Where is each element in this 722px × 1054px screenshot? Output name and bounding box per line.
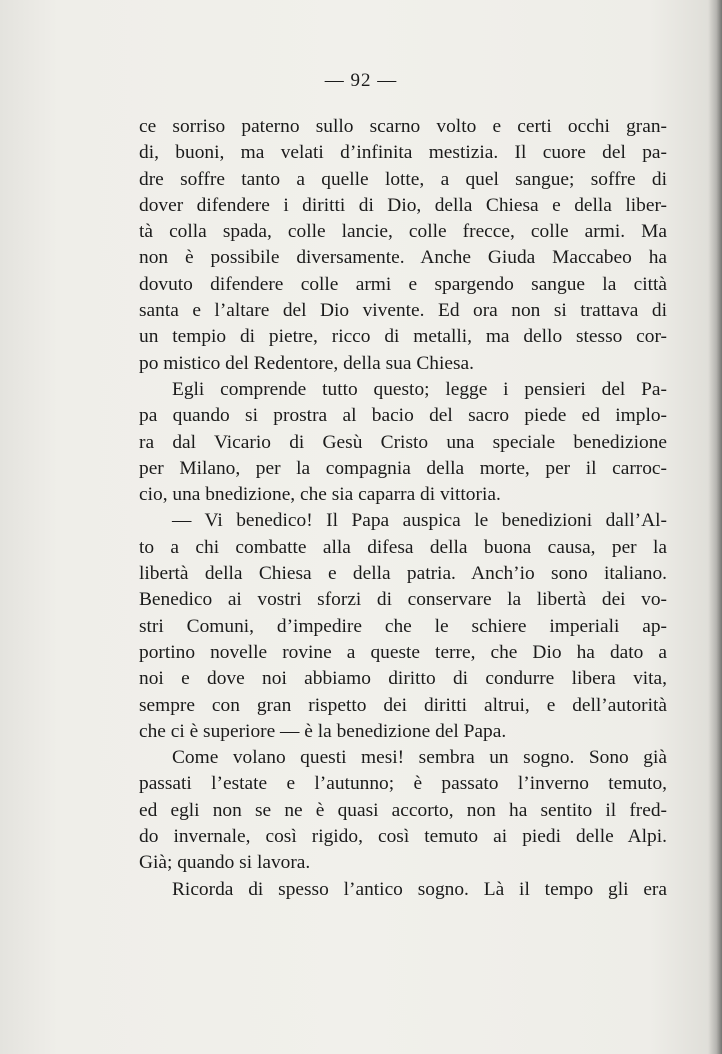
text-line: Come volano questi mesi! sembra un sogno. Sono già xyxy=(172,747,667,769)
text-line: do invernale, così rigido, così temuto ai piedi delle Alpi. xyxy=(139,826,667,848)
text-line: santa e l’altare del Dio vivente. Ed ora non si trattava di xyxy=(139,300,667,322)
text-line: noi e dove noi abbiamo diritto di condurre libera vita, xyxy=(139,668,667,690)
text-line: ed egli non se ne è quasi accorto, non ha sentito il fred- xyxy=(139,799,667,821)
text-line: ce sorriso paterno sullo scarno volto e certi occhi gran- xyxy=(139,116,667,137)
text-line: portino novelle rovine a queste terre, che Dio ha dato a xyxy=(139,641,667,663)
text-line: cio, una bnedizione, che sia caparra di vittoria. xyxy=(139,484,501,506)
text-line: Ricorda di spesso l’antico sogno. Là il tempo gli era xyxy=(172,878,667,900)
text-line: po mistico del Redentore, della sua Chiesa. xyxy=(139,352,474,374)
page-edge-shadow xyxy=(708,0,722,1054)
text-line: ra dal Vicario di Gesù Cristo una speciale benedizione xyxy=(139,431,667,453)
text-line: dover difendere i diritti di Dio, della Chiesa e della liber- xyxy=(139,194,667,216)
text-line: passati l’estate e l’autunno; è passato l’inverno temuto, xyxy=(139,773,667,795)
text-line: pa quando si prostra al bacio del sacro piede ed implo- xyxy=(139,405,667,427)
text-line: per Milano, per la compagnia della morte, per il carroc- xyxy=(139,457,667,479)
text-line: dre soffre tanto a quelle lotte, a quel sangue; soffre di xyxy=(139,168,667,190)
text-line: che ci è superiore — è la benedizione del Papa. xyxy=(139,720,507,742)
text-line: dovuto difendere colle armi e spargendo sangue la città xyxy=(139,273,667,295)
text-line: tà colla spada, colle lancie, colle frecce, colle armi. Ma xyxy=(139,221,667,243)
text-line: libertà della Chiesa e della patria. Anch’io sono italiano. xyxy=(139,563,667,585)
text-line: Egli comprende tutto questo; legge i pensieri del Pa- xyxy=(172,378,667,400)
text-line: to a chi combatte alla difesa della buona causa, per la xyxy=(139,536,667,558)
text-line: — Vi benedico! Il Papa auspica le benedizioni dall’Al- xyxy=(172,510,667,532)
text-line: Già; quando si lavora. xyxy=(139,852,311,874)
text-line: stri Comuni, d’impedire che le schiere imperiali ap- xyxy=(139,615,667,637)
text-line: non è possibile diversamente. Anche Giuda Maccabeo ha xyxy=(139,247,667,269)
text-line: di, buoni, ma velati d’infinita mestizia. Il cuore del pa- xyxy=(139,142,667,164)
text-line: Benedico ai vostri sforzi di conservare la libertà dei vo- xyxy=(139,589,667,611)
text-line: sempre con gran rispetto dei diritti altrui, e dell’autorità xyxy=(139,694,667,716)
page-number: — 92 — xyxy=(324,70,398,91)
text-line: un tempio di pietre, ricco di metalli, ma dello stesso cor- xyxy=(139,326,667,348)
body-text xyxy=(139,114,667,903)
